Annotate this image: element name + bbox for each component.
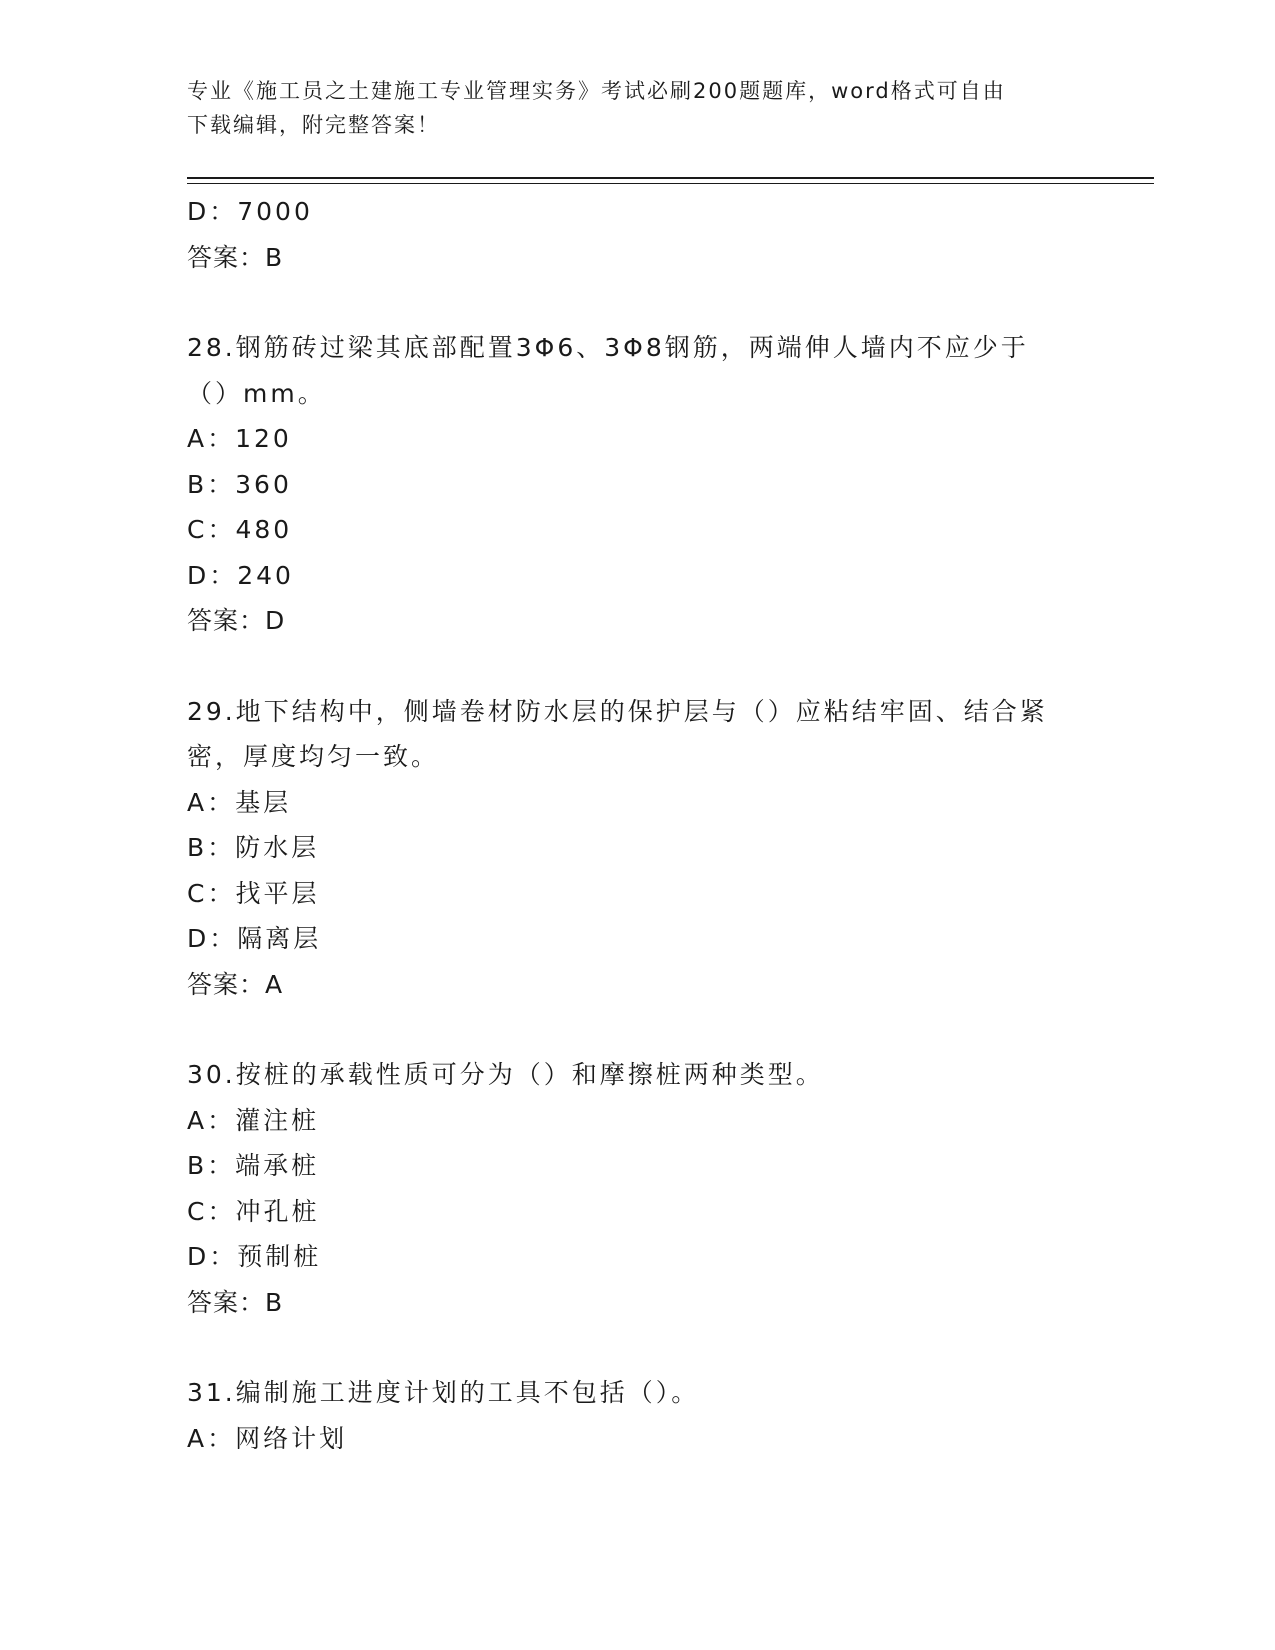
option-d: D：预制桩 (187, 1242, 322, 1271)
option-d: D：隔离层 (187, 924, 322, 953)
question-stem-cont: （）mm。 (187, 378, 326, 408)
answer-line: 答案：B (187, 1287, 284, 1317)
header-line-2: 下载编辑，附完整答案！ (187, 113, 440, 137)
question-30 (187, 1052, 1087, 1325)
option-c: C：480 (187, 515, 293, 544)
question-stem: 31.编制施工进度计划的工具不包括（）。 (187, 1378, 700, 1407)
question-29 (187, 689, 1087, 1008)
answer-line: 答案：B (187, 242, 284, 272)
spacer (187, 1325, 1087, 1370)
question-31 (187, 1370, 1087, 1461)
option-b: B：防水层 (187, 833, 320, 862)
question-stem: 30.按桩的承载性质可分为（）和摩擦桩两种类型。 (187, 1060, 824, 1089)
option-d: D：240 (187, 560, 294, 590)
answer-line: 答案：D (187, 606, 286, 635)
document-header (187, 74, 1087, 142)
option-a: A：基层 (187, 787, 292, 817)
option-c: C：冲孔桩 (187, 1196, 320, 1226)
option-c: C：找平层 (187, 878, 320, 908)
question-stem: 29.地下结构中，侧墙卷材防水层的保护层与（）应粘结牢固、结合紧 (187, 696, 1048, 726)
option-d: D：7000 (187, 197, 313, 226)
header-divider-thin (187, 183, 1154, 184)
option-a: A：网络计划 (187, 1423, 348, 1453)
question-stem: 28.钢筋砖过梁其底部配置3Φ6、3Φ8钢筋，两端伸人墙内不应少于 (187, 333, 1029, 362)
question-28 (187, 325, 1087, 644)
header-divider-thick (187, 177, 1154, 179)
option-a: A：灌注桩 (187, 1105, 320, 1135)
spacer (187, 1007, 1087, 1052)
question-stem-cont: 密，厚度均匀一致。 (187, 742, 440, 771)
option-a: A：120 (187, 424, 292, 453)
header-line-1: 专业《施工员之土建施工专业管理实务》考试必刷200题题库，word格式可自由 (187, 79, 1006, 103)
spacer (187, 280, 1087, 325)
spacer (187, 644, 1087, 689)
option-b: B：端承桩 (187, 1151, 320, 1180)
answer-line: 答案：A (187, 969, 284, 999)
question-list (187, 189, 1087, 1461)
option-b: B：360 (187, 469, 292, 499)
